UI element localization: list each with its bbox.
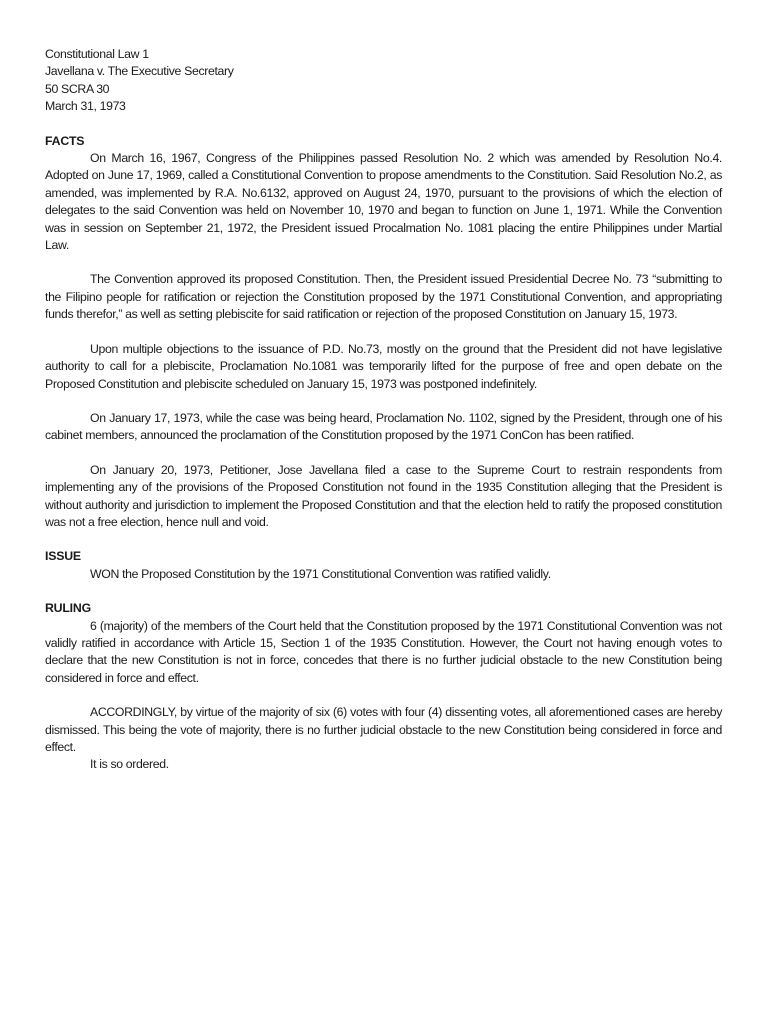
facts-paragraph: Upon multiple objections to the issuance of P.D. No.73, mostly on the ground that the President did not have legislative authority to call for a plebiscite, Proclamation No.1081 was temporarily lifted for the purpose of free and open debate on the Proposed Constitution and plebiscite scheduled on January 15, 1973 was postponed indefinitely.	[45, 341, 722, 391]
facts-heading: FACTS	[45, 133, 85, 148]
case-title: Javellana v. The Executive Secretary	[45, 64, 234, 79]
ruling-paragraph: ACCORDINGLY, by virtue of the majority of six (6) votes with four (4) dissenting votes, all aforementioned cases are hereby dismissed. This being the vote of majority, there is no further judicial obstacle to the new Constitution being considered in force and effect.	[45, 705, 722, 754]
ruling-section	[45, 600, 722, 774]
decision-date: March 31, 1973	[45, 99, 126, 114]
document-header	[45, 46, 722, 116]
facts-paragraph: On January 17, 1973, while the case was being heard, Proclamation No. 1102, signed by the President, through one of his cabinet members, announced the proclamation of the Constitution proposed by the 1971 ConCon has been ratified.	[45, 410, 722, 443]
course-title: Constitutional Law 1	[45, 47, 149, 61]
facts-paragraph: The Convention approved its proposed Constitution. Then, the President issued Presidential Decree No. 73 “submitting to the Filipino people for ratification or rejection the Constitution proposed by the 1971 Constitutional Convention, and appropriating funds therefor,” as well as setting plebiscite for said ratification or rejection of the proposed Constitution on January 15, 1973.	[45, 272, 722, 322]
facts-paragraph: On January 20, 1973, Petitioner, Jose Javellana filed a case to the Supreme Court to restrain respondents from implementing any of the provisions of the Proposed Constitution not found in the 1935 Constitution alleging that the President is without authority and jurisdiction to implement the Proposed Constitution and that the election held to ratify the proposed constitution was not a free election, hence null and void.	[45, 462, 722, 529]
ruling-heading: RULING	[45, 601, 91, 616]
case-citation: 50 SCRA 30	[45, 81, 110, 96]
facts-section	[45, 133, 722, 532]
ruling-paragraph: 6 (majority) of the members of the Court held that the Constitution proposed by the 1971 Constitutional Convention was not validly ratified in accordance with Article 15, Section 1 of the 1935 Constitution. However, the Court not having enough votes to declare that the new Constitution is not in force, concedes that there is no further judicial obstacle to the new Constitution being considered in force and effect.	[45, 618, 722, 685]
issue-text: WON the Proposed Constitution by the 1971 Constitutional Convention was ratified validly.	[90, 566, 551, 581]
ruling-closing: It is so ordered.	[90, 757, 169, 772]
issue-section	[45, 548, 722, 583]
document-page	[45, 46, 722, 774]
facts-paragraph: On March 16, 1967, Congress of the Philippines passed Resolution No. 2 which was amended by Resolution No.4. Adopted on June 17, 1969, called a Constitutional Convention to propose amendments to the Constitution. Said Resolution No.2, as amended, was implemented by R.A. No.6132, approved on August 24, 1970, pursuant to the provisions of which the election of delegates to the said Convention was held on November 10, 1970 and began to function on June 1, 1971. While the Convention was in session on September 21, 1972, the President issued Procalmation No. 1081 placing the entire Philippines under Martial Law.	[45, 151, 722, 253]
issue-heading: ISSUE	[45, 549, 81, 564]
